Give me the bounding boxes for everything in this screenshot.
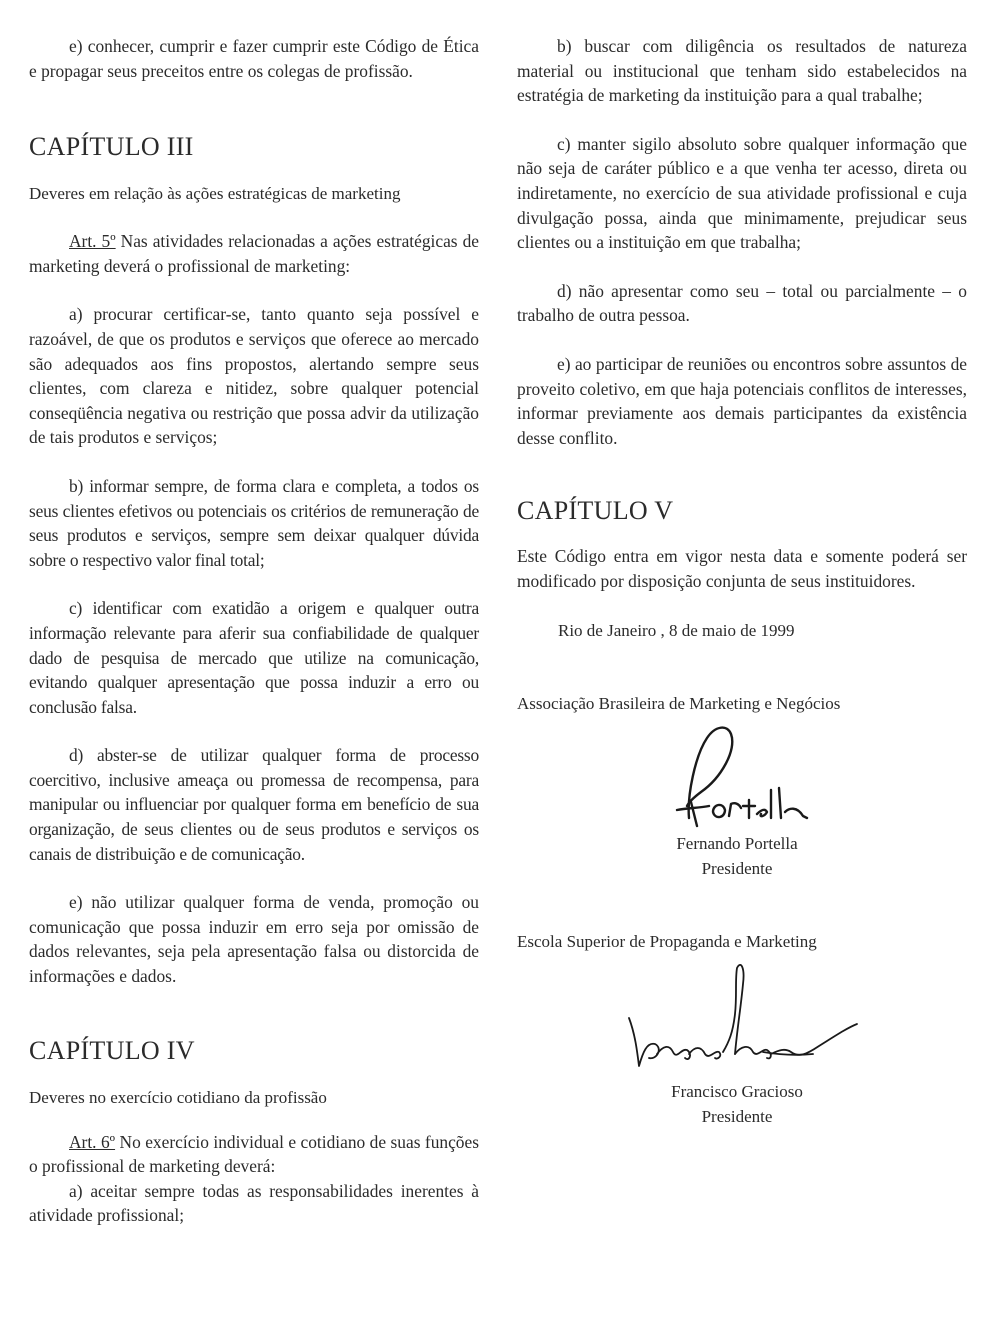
signature-block-gracioso: [517, 954, 957, 1129]
article-5-text: Nas atividades relacionadas a ações estratégicas de marketing deverá o profissional de marketing:: [29, 231, 479, 276]
signature-gracioso: [517, 954, 957, 1084]
article-6-item-d: d) não apresentar como seu – total ou parcialmente – o trabalho de outra pessoa.: [517, 280, 967, 326]
signer-title-gracioso: Presidente: [701, 1106, 773, 1126]
organization-abmn: Associação Brasileira de Marketing e Negócios: [517, 693, 841, 713]
article-6-item-b: b) buscar com diligência os resultados de natureza material ou institucional que tenham sido estabelecidos na estratégia de marketing da instituição para a qual trabalhe;: [517, 36, 967, 106]
article-6: [29, 1130, 479, 1179]
article-6-text: No exercício individual e cotidiano de suas funções o profissional de marketing deverá:: [29, 1131, 479, 1177]
article-5-label: Art. 5º: [69, 231, 116, 252]
article-5-item-e: e) não utilizar qualquer forma de venda, promoção ou comunicação que possa induzir em erro seja por omissão de dados relevantes, seja pela apresentação falsa ou distorcida de informações e dados.: [29, 892, 479, 987]
article-5-item-b: b) informar sempre, de forma clara e completa, a todos os seus clientes efetivos ou potenciais os critérios de remuneração de seus produtos e serviços, sempre sem deixar qualquer dúvida sobre o respectivo valor final total;: [29, 475, 479, 570]
right-column: [517, 30, 967, 1129]
chapter-iii-subtitle: Deveres em relação às ações estratégicas de marketing: [29, 184, 401, 204]
left-column: [29, 30, 479, 1228]
article-6-item-c: c) manter sigilo absoluto sobre qualquer informação que não seja de caráter público e a que venha ter acesso, direta ou indiretamente, no exercício de sua atividade profissional e cuja divulgação possa, ainda que minimamente, prejudicar seus clientes ou a instituição em que trabalha;: [517, 133, 967, 253]
organization-espm: Escola Superior de Propaganda e Marketing: [517, 931, 817, 951]
signature-block-portella: [517, 716, 957, 881]
article-5-item-a: a) procurar certificar-se, tanto quanto seja possível e razoável, de que os produtos e serviços que oferece ao mercado são adequados aos fins propostos, alertando sempre seus clientes, com clareza e nitidez, sobre qualquer potencial conseqüência negativa ou restrição que possa advir da utilização de tais produtos e serviços;: [29, 304, 479, 448]
chapter-v-text: Este Código entra em vigor nesta data e somente poderá ser modificado por disposição conjunta de seus instituidores.: [517, 546, 967, 591]
article-5: [29, 229, 479, 278]
chapter-iv-subtitle: Deveres no exercício cotidiano da profissão: [29, 1087, 327, 1107]
place-date: Rio de Janeiro , 8 de maio de 1999: [558, 620, 795, 640]
signer-name-portella: Fernando Portella: [676, 833, 798, 853]
signature-portella: [517, 716, 957, 832]
signer-title-portella: Presidente: [701, 858, 773, 878]
paragraph-e-conhecer: e) conhecer, cumprir e fazer cumprir este Código de Ética e propagar seus preceitos entre os colegas de profissão.: [29, 36, 479, 81]
chapter-iv-title: CAPÍTULO IV: [29, 1035, 195, 1065]
chapter-v-title: CAPÍTULO V: [517, 496, 674, 526]
article-6-item-e: e) ao participar de reuniões ou encontros sobre assuntos de proveito coletivo, em que haja potenciais conflitos de interesses, informar previamente aos demais participantes da existência desse conflito.: [517, 353, 967, 448]
article-5-item-c: c) identificar com exatidão a origem e qualquer outra informação relevante para aferir sua confiabilidade de qualquer dado de pesquisa de mercado que utilize na comunicação, evitando qualquer apresentação que possa induzir a erro ou conclusão falsa.: [29, 598, 479, 717]
article-6-label: Art. 6º: [69, 1131, 116, 1152]
chapter-iii-title: CAPÍTULO III: [29, 132, 194, 162]
article-6-item-a: a) aceitar sempre todas as responsabilidades inerentes à atividade profissional;: [29, 1180, 479, 1226]
signer-name-gracioso: Francisco Gracioso: [671, 1081, 803, 1101]
article-5-item-d: d) abster-se de utilizar qualquer forma de processo coercitivo, inclusive ameaça ou promessa de recompensa, para manipular ou influenciar por qualquer forma em benefício de sua organização, de seus clientes ou de seus produtos e serviços os canais de distribuição e de comunicação.: [29, 745, 479, 864]
